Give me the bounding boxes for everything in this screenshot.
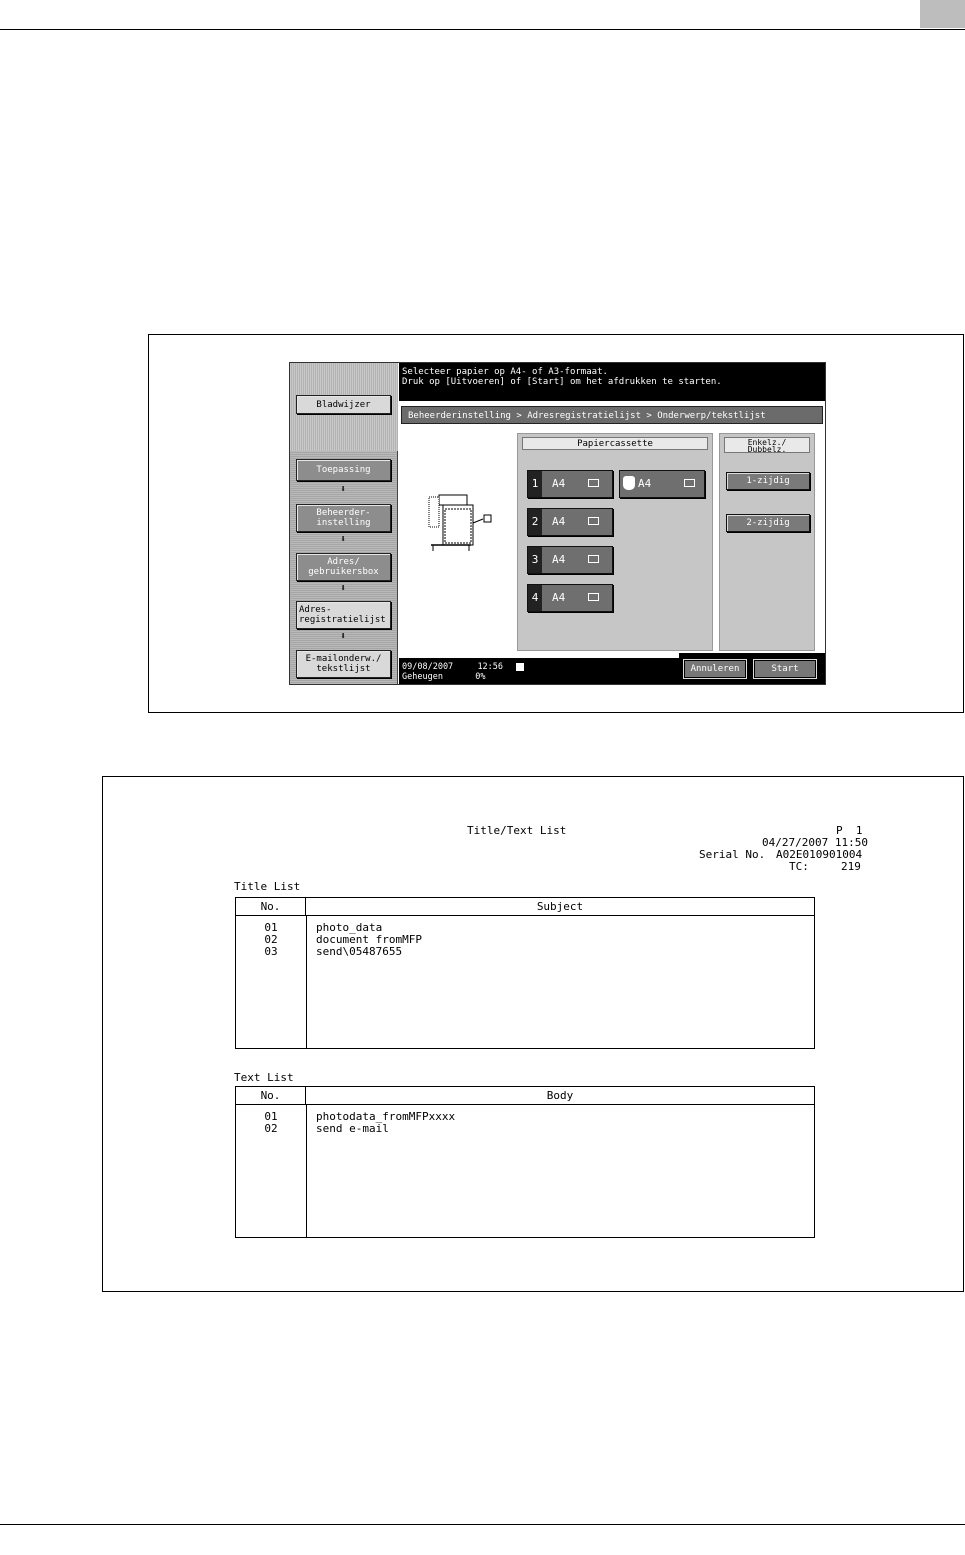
main-area: [399, 427, 826, 657]
report-tc-value: 219: [841, 860, 861, 873]
tray-number: 2: [528, 509, 542, 535]
tray-paper-size: A4: [552, 515, 566, 528]
paper-orientation-icon: [684, 479, 695, 487]
nav-arrow-down-icon: ⬇: [340, 534, 347, 545]
message-bar: [399, 363, 826, 401]
column-header-no: No.: [236, 898, 306, 915]
header-rule: [0, 29, 965, 30]
nav-beheerder-instelling-button[interactable]: Beheerder- instelling: [296, 504, 391, 532]
report-serial-value: A02E010901004: [776, 848, 863, 861]
start-button[interactable]: Start: [753, 659, 817, 679]
tray-paper-size: A4: [552, 553, 566, 566]
control-panel-screen: [289, 362, 826, 685]
tray-number: 3: [528, 547, 542, 573]
report-page-number: P 1: [836, 824, 863, 837]
table-row: 02 send e-mail: [264, 1122, 389, 1135]
nav-arrow-down-icon: ⬇: [340, 631, 347, 642]
report-title: Title/Text List: [467, 824, 567, 837]
tray-2-button[interactable]: [527, 508, 613, 536]
column-header-no: No.: [236, 1087, 306, 1104]
paper-orientation-icon: [588, 479, 599, 487]
nav-arrow-down-icon: ⬇: [340, 583, 347, 594]
paper-orientation-icon: [588, 517, 599, 525]
paper-cassette-title: Papiercassette: [522, 437, 708, 450]
table-row: 02 document fromMFP: [264, 933, 422, 946]
table-row: 03 send\05487655: [264, 945, 403, 958]
bypass-hand-icon: [623, 476, 635, 490]
memory-label: Geheugen: [402, 672, 443, 682]
status-date: 09/08/2007: [402, 662, 454, 672]
title-list-table: [235, 897, 815, 1049]
report-serial-label: Serial No.: [699, 848, 766, 861]
text-list-caption: Text List: [234, 1071, 294, 1084]
tray-1-button[interactable]: [527, 470, 613, 498]
report-datetime: 04/27/2007 11:50: [762, 836, 868, 849]
tray-3-button[interactable]: [527, 546, 613, 574]
table-row: 01 photodata_fromMFPxxxx: [264, 1110, 456, 1123]
one-sided-button[interactable]: 1-zijdig: [726, 472, 810, 490]
column-header-subject: Subject: [536, 900, 584, 913]
text-list-table: [235, 1086, 815, 1238]
nav-adres-gebruikersbox-button[interactable]: Adres/ gebruikersbox: [296, 553, 391, 581]
speaker-icon: [516, 663, 524, 671]
control-panel-figure: [148, 334, 964, 713]
nav-adres-registratielijst-button[interactable]: Adres- registratielijst: [296, 601, 391, 629]
bookmark-button[interactable]: Bladwijzer: [296, 395, 391, 414]
table-row: 01 photo_data: [264, 921, 383, 934]
tray-paper-size: A4: [638, 477, 652, 490]
printed-report-figure: [102, 776, 964, 1292]
message-line-1: Selecteer papier op A4- of A3-formaat.: [402, 367, 608, 377]
tray-number: 1: [528, 471, 542, 497]
tray-4-button[interactable]: [527, 584, 613, 612]
footer-rule: [0, 1524, 965, 1525]
command-bar: [679, 653, 826, 685]
copier-machine-icon: [421, 487, 501, 557]
column-header-body: Body: [546, 1089, 574, 1102]
report-tc-label: TC:: [789, 860, 809, 873]
page-tab-marker: [920, 0, 965, 28]
breadcrumb: Beheerderinstelling > Adresregistratielijst > Onderwerp/tekstlijst: [401, 406, 823, 424]
tray-paper-size: A4: [552, 477, 566, 490]
message-line-2: Druk op [Uitvoeren] of [Start] om het afdrukken te starten.: [402, 377, 722, 387]
status-bar: [399, 658, 679, 685]
nav-email-tekstlijst-button[interactable]: E-mailonderw./ tekstlijst: [296, 650, 391, 678]
two-sided-button[interactable]: 2-zijdig: [726, 514, 810, 532]
paper-cassette-panel: [517, 433, 713, 651]
tray-number: 4: [528, 585, 542, 611]
cancel-button[interactable]: Annuleren: [683, 659, 747, 679]
duplex-panel: [719, 433, 815, 651]
nav-toepassing-button[interactable]: Toepassing: [296, 459, 391, 481]
paper-orientation-icon: [588, 555, 599, 563]
left-panel: [290, 363, 398, 685]
title-list-caption: Title List: [234, 880, 301, 893]
tray-paper-size: A4: [552, 591, 566, 604]
status-time: 12:56: [477, 662, 504, 672]
duplex-title: Enkelz./ Dubbelz.: [724, 437, 810, 453]
nav-arrow-down-icon: ⬇: [340, 484, 347, 495]
paper-orientation-icon: [588, 593, 599, 601]
memory-value: 0%: [475, 672, 486, 682]
bypass-tray-button[interactable]: [619, 470, 705, 498]
